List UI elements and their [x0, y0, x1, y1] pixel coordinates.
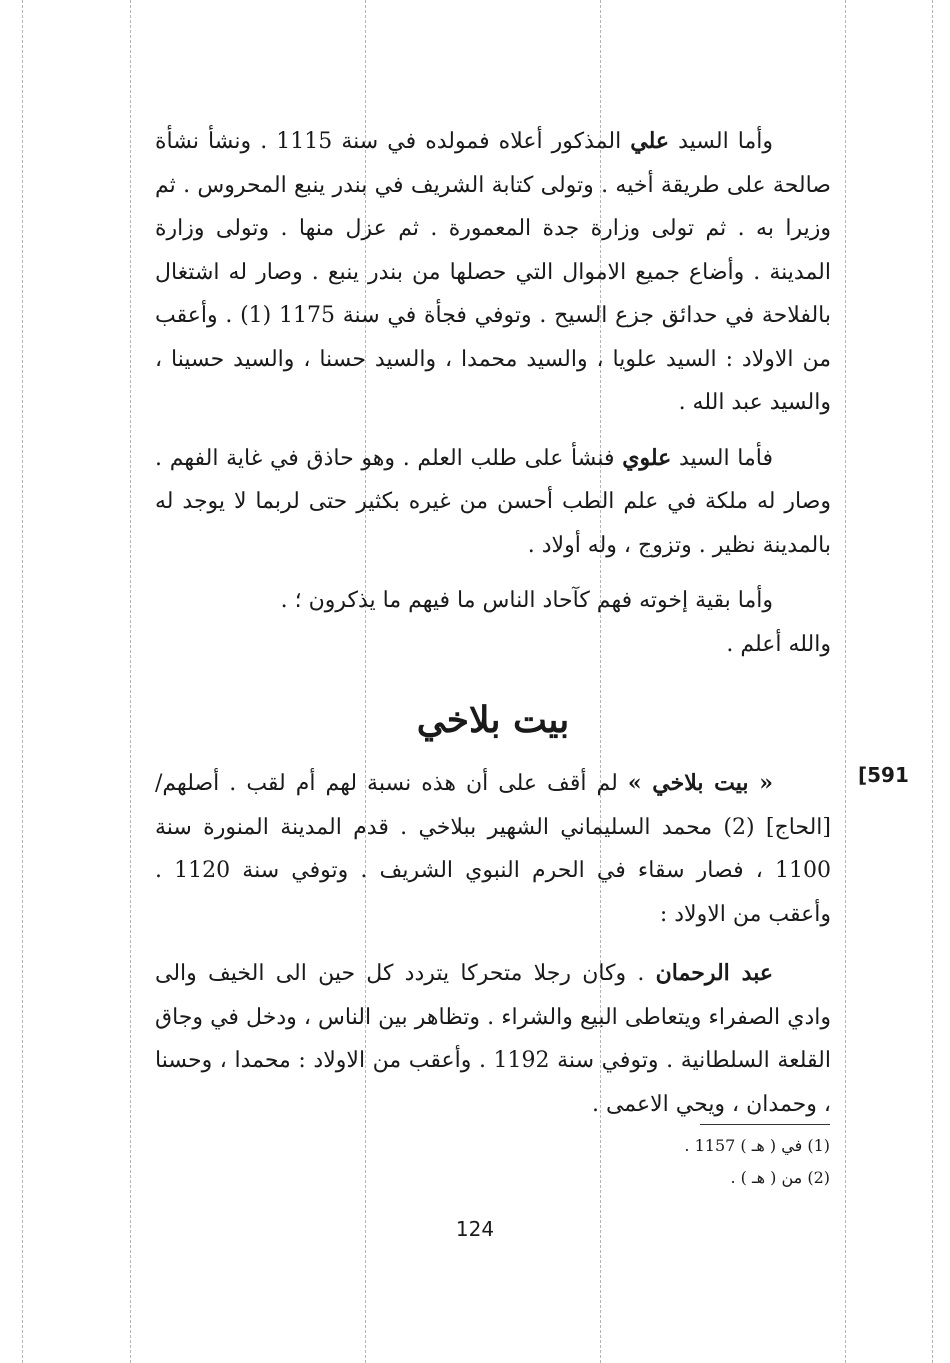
section-heading: بيت بلاخي — [416, 699, 570, 741]
person-name: عبد الرحمان — [655, 960, 773, 986]
page-number: 124 — [455, 1217, 495, 1241]
paragraph: عبد الرحمان . وكان رجلا متحركا يتردد كل حين الى الخيف والى وادي الصفراء ويتعاطى البيع والشراء . وتظاهر بين الناس ، ودخل في وجاق القلعة السلطانية . وتوفي سنة 1192 . وأعقب من الاولاد : محمدا ، وحسنا ، وحمدان ، ويحي الاعمى . — [155, 960, 831, 1117]
scan-guide-line — [130, 0, 131, 1363]
paragraph: وأما السيد علي المذكور أعلاه فمولده في سنة 1115 . ونشأ نشأة صالحة على طريقة أخيه . وتولى كتابة الشريف في بندر ينبع المحروس . ثم وزيرا به . ثم تولى وزارة جدة المعمورة . ثم عزل منها . وتولى وزارة المدينة . وأضاع جميع الاموال التي حصلها من بندر ينبع . وصار له اشتغال بالفلاحة في حدائق جزع السيح . وتوفي فجأة في سنة 1175 (1) . وأعقب من الاولاد : السيد علويا ، والسيد محمدا ، والسيد حسنا ، والسيد حسينا ، والسيد عبد الله . — [155, 128, 832, 415]
paragraph: « بيت بلاخي » لم أقف على أن هذه نسبة لهم أم لقب . أصلهم/ [الحاج] (2) محمد السليماني الشهير ببلاخي . قدم المدينة المنورة سنة 1100 ، فصار سقاء في الحرم النبوي الشريف . وتوفي سنة 1120 . وأعقب من الاولاد : — [155, 770, 832, 927]
person-name: علوي — [622, 444, 672, 471]
footnote: (1) في ( هـ ) 1157 . — [684, 1136, 830, 1155]
scan-guide-line — [22, 0, 23, 1363]
paragraph: والله أعلم . — [726, 631, 831, 657]
person-name: علي — [630, 128, 670, 154]
footnote-divider — [700, 1124, 830, 1125]
entry-number: [591 — [858, 763, 909, 787]
scan-guide-line — [845, 0, 846, 1363]
paragraph: وأما بقية إخوته فهم كآحاد الناس ما فيهم ما يذكرون ؛ . — [280, 588, 773, 613]
family-name: « بيت بلاخي » — [627, 770, 773, 796]
footnotes — [560, 1130, 830, 1194]
scan-guide-line — [932, 0, 933, 1363]
footnote: (2) من ( هـ ) . — [730, 1168, 830, 1187]
paragraph: فأما السيد علوي فنشأ على طلب العلم . وهو حاذق في غاية الفهم . وصار له ملكة في علم الطب أحسن من غيره بكثير حتى لربما لا يوجد له بالمدينة نظير . وتزوج ، وله أولاد . — [155, 444, 831, 558]
page-body — [155, 120, 831, 1126]
